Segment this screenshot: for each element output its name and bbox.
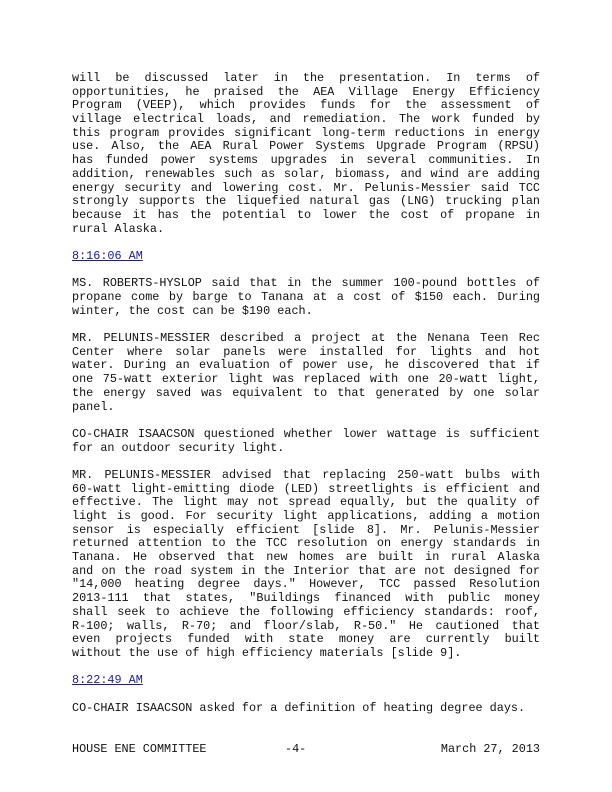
text-line: water. During an evaluation of power use, he discovered that if bbox=[72, 359, 540, 373]
text-line: strongly supports the liquefied natural gas (LNG) trucking plan bbox=[72, 195, 540, 209]
text-line: opportunities, he praised the AEA Village Energy Efficiency bbox=[72, 85, 540, 99]
text-line: addition, renewables such as solar, biomass, and wind are adding bbox=[72, 167, 540, 181]
text-line: MR. PELUNIS-MESSIER described a project at the Nenana Teen Rec bbox=[72, 332, 540, 346]
timestamp-row bbox=[72, 250, 540, 264]
paragraph-nenana-project bbox=[72, 332, 540, 414]
text-line: shall seek to achieve the following efficiency standards: roof, bbox=[72, 605, 540, 619]
footer-date: March 27, 2013 bbox=[440, 742, 540, 756]
text-line: returned attention to the TCC resolution on energy standards in bbox=[72, 537, 540, 551]
document-page bbox=[72, 72, 540, 729]
text-line: has funded power systems upgrades in several communities. In bbox=[72, 154, 540, 168]
paragraph-led-streetlights bbox=[72, 469, 540, 661]
footer-page-number: -4- bbox=[285, 742, 307, 756]
text-line: sensor is especially efficient [slide 8]. Mr. Pelunis-Messier bbox=[72, 523, 540, 537]
text-line: CO-CHAIR ISAACSON asked for a definition of heating degree days. bbox=[72, 701, 526, 715]
text-line: one 75-watt exterior light was replaced with one 20-watt light, bbox=[72, 373, 540, 387]
timestamp-link-2[interactable]: 8:22:49 AM bbox=[72, 673, 143, 688]
text-line: Center where solar panels were installed for lights and hot bbox=[72, 345, 540, 359]
text-line: R-100; walls, R-70; and floor/slab, R-50." He cautioned that bbox=[72, 619, 540, 633]
text-line: winter, the cost can be $190 each. bbox=[72, 304, 313, 318]
text-line: without the use of high efficiency materials [slide 9]. bbox=[72, 646, 462, 660]
page-footer bbox=[72, 743, 540, 757]
paragraph-heating-degree-days bbox=[72, 702, 540, 716]
text-line: energy security and lowering cost. Mr. Pelunis-Messier said TCC bbox=[72, 181, 540, 195]
text-line: the energy saved was equivalent to that generated by one solar bbox=[72, 386, 540, 400]
text-line: panel. bbox=[72, 400, 115, 414]
text-line: CO-CHAIR ISAACSON questioned whether lower wattage is sufficient bbox=[72, 427, 540, 441]
text-line: "14,000 heating degree days." However, TCC passed Resolution bbox=[72, 578, 540, 592]
timestamp-row bbox=[72, 674, 540, 688]
text-line: 60-watt light-emitting diode (LED) streetlights is efficient and bbox=[72, 482, 540, 496]
footer-committee-name: HOUSE ENE COMMITTEE bbox=[72, 742, 207, 756]
text-line: Program (VEEP), which provides funds for the assessment of bbox=[72, 99, 540, 113]
text-line: and on the road system in the Interior that are not designed for bbox=[72, 564, 540, 578]
text-line: this program provides significant long-term reductions in energy bbox=[72, 126, 540, 140]
text-line: propane come by barge to Tanana at a cost of $150 each. During bbox=[72, 291, 540, 304]
text-line: Tanana. He observed that new homes are built in rural Alaska bbox=[72, 551, 540, 565]
text-line: light is good. For security light applications, adding a motion bbox=[72, 510, 540, 523]
timestamp-link-1[interactable]: 8:16:06 AM bbox=[72, 248, 143, 263]
text-line: even projects funded with state money are currently built bbox=[72, 633, 540, 647]
text-line: effective. The light may not spread equally, but the quality of bbox=[72, 496, 540, 510]
text-line: for an outdoor security light. bbox=[72, 441, 285, 455]
paragraph-roberts-hyslop bbox=[72, 277, 540, 318]
paragraph-isaacson-question bbox=[72, 428, 540, 455]
text-line: MS. ROBERTS-HYSLOP said that in the summer 100-pound bottles of bbox=[72, 277, 540, 291]
paragraph-aea-programs bbox=[72, 72, 540, 236]
text-line: village electrical loads, and remediation. The work funded by bbox=[72, 113, 540, 127]
text-line: will be discussed later in the presentation. In terms of bbox=[72, 72, 540, 85]
text-line: because it has the potential to lower the cost of propane in bbox=[72, 208, 540, 222]
text-line: 2013-111 that states, "Buildings financed with public money bbox=[72, 592, 540, 606]
text-line: use. Also, the AEA Rural Power Systems Upgrade Program (RPSU) bbox=[72, 140, 540, 154]
text-line: MR. PELUNIS-MESSIER advised that replacing 250-watt bulbs with bbox=[72, 468, 540, 482]
text-line: rural Alaska. bbox=[72, 222, 165, 236]
